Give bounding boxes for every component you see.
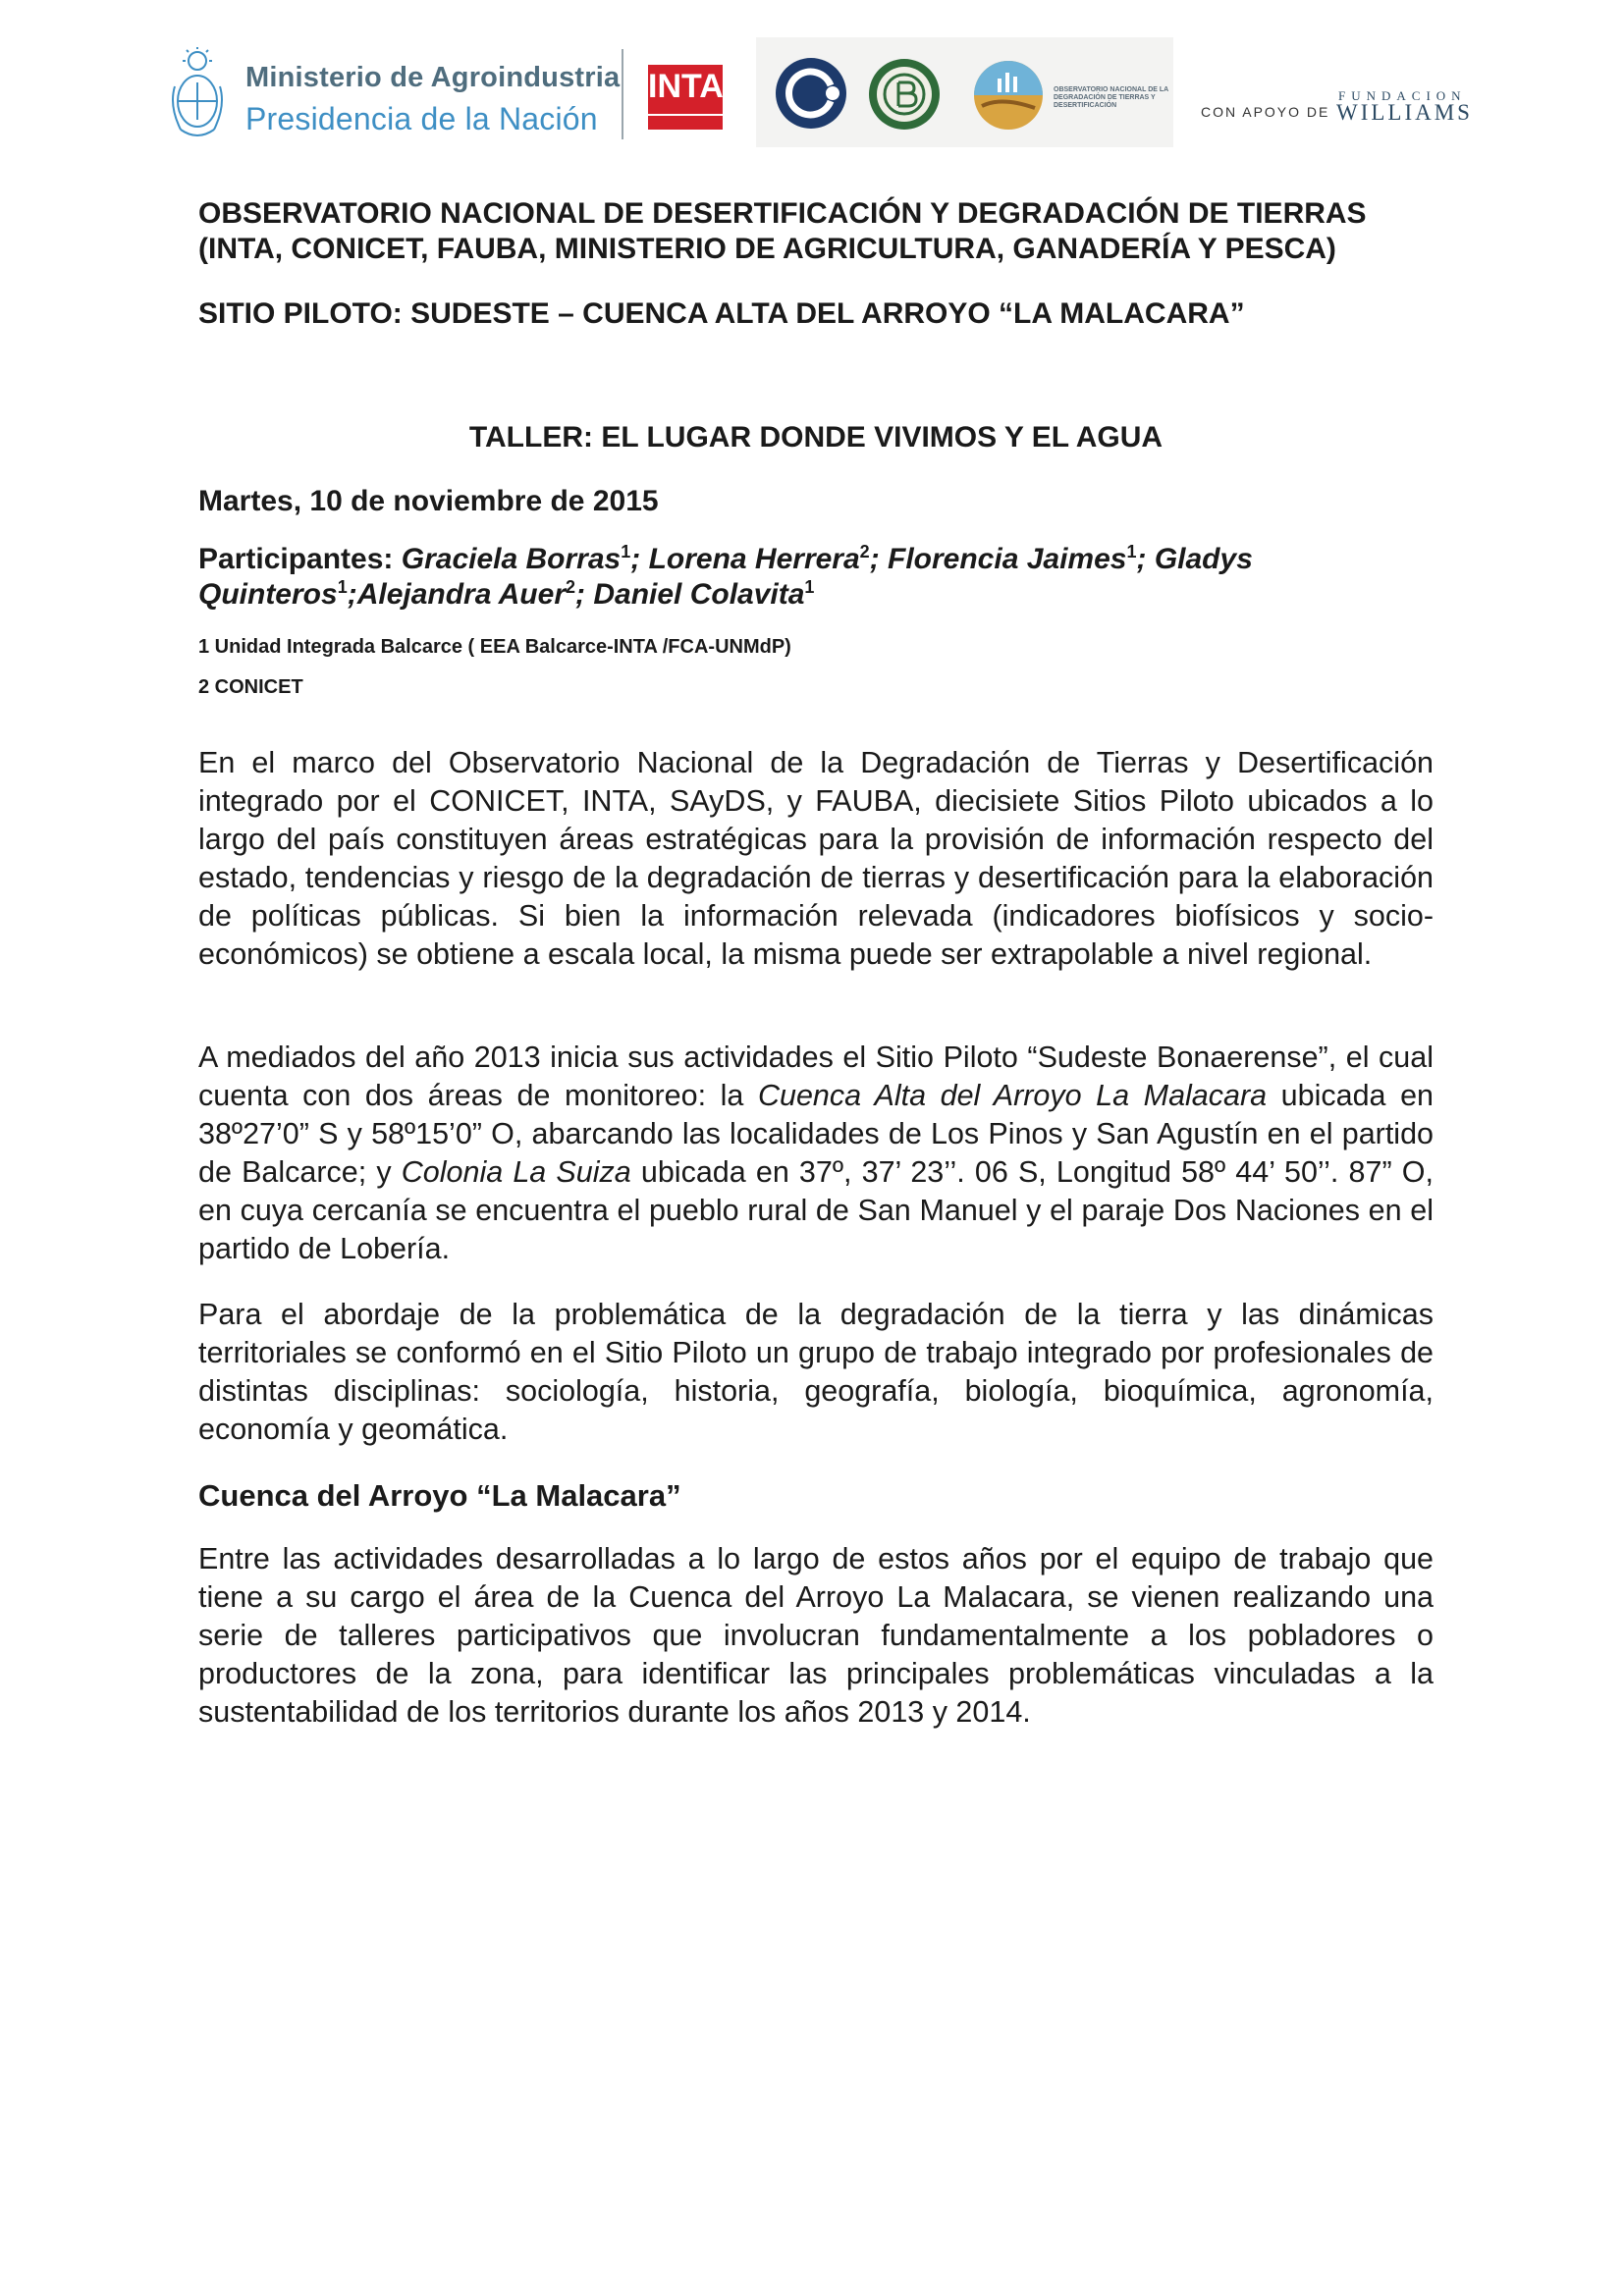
participant-affiliation-number: 1 bbox=[337, 577, 348, 597]
fauba-seal-icon bbox=[867, 57, 942, 132]
affiliation-1: 1 Unidad Integrada Balcarce ( EEA Balcarce-INTA /FCA-UNMdP) bbox=[198, 636, 791, 658]
logo-divider bbox=[622, 49, 623, 139]
participant-name: Gladys Quinteros bbox=[198, 543, 1253, 611]
site-title: SITIO PILOTO: SUDESTE – CUENCA ALTA DEL ARROYO “LA MALACARA” bbox=[198, 297, 1245, 330]
participant-affiliation-number: 2 bbox=[566, 577, 576, 597]
participant-affiliation-number: 1 bbox=[804, 577, 815, 597]
argentina-coat-of-arms-icon bbox=[167, 47, 228, 141]
paragraph-2-part-c: ubicada en 38º27’0” S y 58º15’0” O, abarcando las localidades de Los Pinos y San Agustín en el partido de Balcarce; y bbox=[198, 1079, 1435, 1189]
participant-affiliation-number: 2 bbox=[859, 542, 870, 561]
title-line-2: (INTA, CONICET, FAUBA, MINISTERIO DE AGRICULTURA, GANADERÍA Y PESCA) bbox=[198, 233, 1336, 265]
section-heading: Cuenca del Arroyo “La Malacara” bbox=[198, 1478, 681, 1513]
title-line-1: OBSERVATORIO NACIONAL DE DESERTIFICACIÓN Y DEGRADACIÓN DE TIERRAS bbox=[198, 197, 1367, 230]
header-logos bbox=[0, 0, 1624, 157]
participant-affiliation-number: 1 bbox=[1126, 542, 1137, 561]
paragraph-2-place-2: Colonia La Suiza bbox=[401, 1155, 631, 1189]
workshop-date: Martes, 10 de noviembre de 2015 bbox=[198, 485, 659, 517]
participant-name: Lorena Herrera bbox=[648, 543, 860, 575]
conicet-logo-icon bbox=[774, 56, 848, 131]
participants-label: Participantes: bbox=[198, 543, 394, 575]
paragraph-2-part-e: ubicada en 37º, 37’ 23’’. 06 S, Longitud 58º 44’ 50’’. 87” O, en cuya cercanía se encuentra el pueblo rural de San Manuel y el paraje Dos Naciones en el partido de Lobería. bbox=[198, 1155, 1434, 1265]
paragraph-2-place-1: Cuenca Alta del Arroyo La Malacara bbox=[757, 1079, 1268, 1112]
paragraph-1: En el marco del Observatorio Nacional de la Degradación de Tierras y Desertificación integrado por el CONICET, INTA, SAyDS, y FAUBA, diecisiete Sitios Piloto ubicados a lo largo del país constituyen áreas estratégicas para la provisión de información respecto del estado, tendencias y riesgo de la degradación de tierras y desertificación para la elaboración de políticas públicas. Si bien la información relevada (indicadores biofísicos y socio-económicos) se obtiene a escala local, la misma puede ser extrapolable a nivel regional. bbox=[198, 746, 1434, 971]
inta-logo bbox=[648, 55, 723, 135]
paragraph-2-part-a: A mediados del año 2013 inicia sus actividades el Sitio Piloto “Sudeste Bonaerense”, el cual cuenta con dos áreas de monitoreo: la bbox=[198, 1041, 1434, 1112]
participants bbox=[198, 542, 1434, 613]
participant-name: Graciela Borras bbox=[401, 543, 622, 575]
participant-name: Florencia Jaimes bbox=[888, 543, 1127, 575]
foundation-label: FUNDACION bbox=[1338, 88, 1467, 103]
fundacion-williams-logo bbox=[1193, 88, 1478, 137]
participant-separator: ; bbox=[347, 578, 357, 611]
participant-affiliation-number: 1 bbox=[621, 542, 631, 561]
workshop-title: TALLER: EL LUGAR DONDE VIVIMOS Y EL AGUA bbox=[468, 421, 1164, 454]
ministry-name: Ministerio de Agroindustria bbox=[245, 62, 621, 93]
inta-logo-text: INTA bbox=[648, 68, 724, 105]
support-label: CON APOYO DE bbox=[1201, 104, 1330, 120]
participant-name: Daniel Colavita bbox=[593, 578, 805, 611]
foundation-name: WILLIAMS bbox=[1336, 100, 1473, 125]
paragraph-3: Para el abordaje de la problemática de la degradación de la tierra y las dinámicas territoriales se conformó en el Sitio Piloto un grupo de trabajo integrado por profesionales de distintas disciplinas: sociología, historia, geografía, biología, bioquímica, agronomía, economía y geomática. bbox=[198, 1298, 1434, 1446]
participant-name: Alejandra Auer bbox=[356, 578, 566, 611]
participant-separator: ; bbox=[869, 543, 889, 575]
observatorio-logo-icon bbox=[972, 59, 1045, 132]
participant-separator: ; bbox=[1136, 543, 1155, 575]
document-title bbox=[198, 196, 1434, 267]
participant-separator: ; bbox=[575, 578, 594, 611]
observatorio-logo-text: OBSERVATORIO NACIONAL DE LA DEGRADACIÓN DE TIERRAS Y DESERTIFICACIÓN bbox=[1054, 86, 1168, 109]
presidency-name: Presidencia de la Nación bbox=[245, 100, 598, 136]
paragraph-4: Entre las actividades desarrolladas a lo largo de estos años por el equipo de trabajo que tiene a su cargo el área de la Cuenca del Arroyo La Malacara, se vienen realizando una serie de talleres participativos que involucran fundamentalmente a los pobladores o productores de la zona, para identificar las principales problemáticas vinculadas a la sustentabilidad de los territorios durante los años 2013 y 2014. bbox=[198, 1542, 1434, 1729]
participant-separator: ; bbox=[630, 543, 649, 575]
affiliation-2: 2 CONICET bbox=[198, 676, 303, 698]
paragraph-2 bbox=[198, 1039, 1434, 1268]
